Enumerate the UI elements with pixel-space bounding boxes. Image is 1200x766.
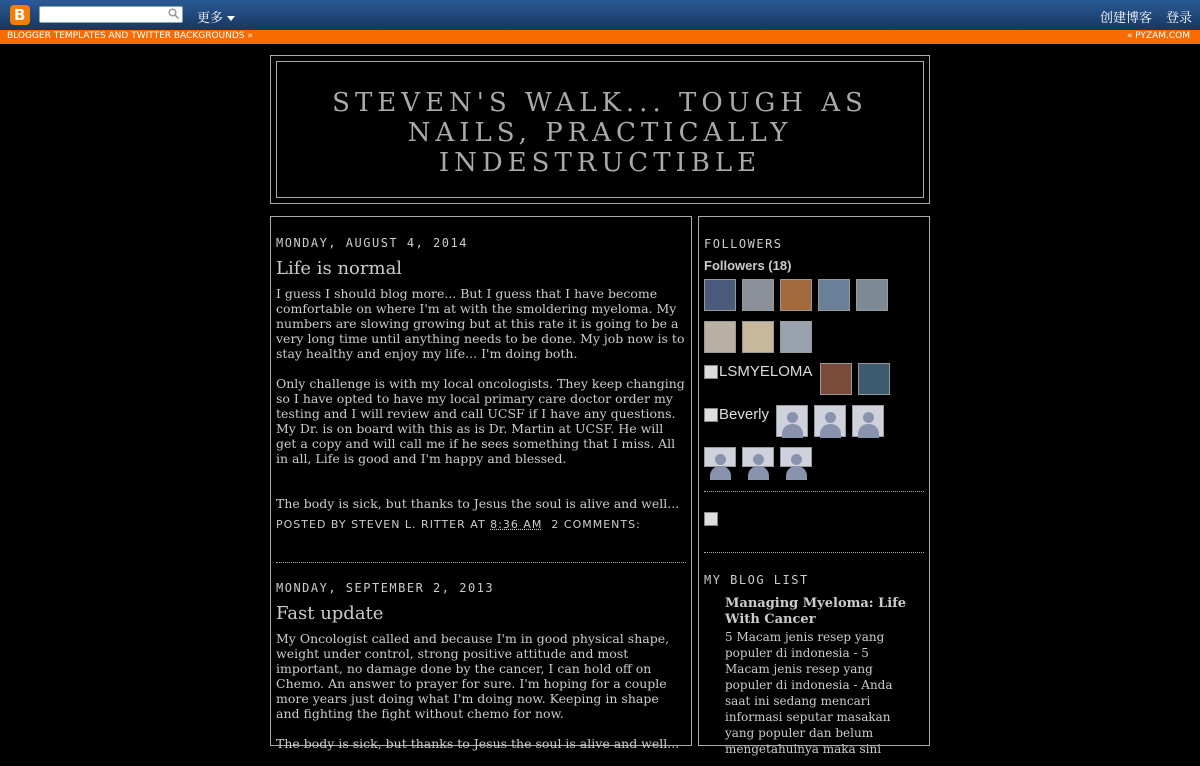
follower-avatar[interactable] bbox=[704, 321, 736, 353]
followers-count: Followers (18) bbox=[704, 258, 792, 273]
sidebar-divider bbox=[704, 552, 924, 553]
blog-header bbox=[270, 55, 930, 204]
search-icon[interactable] bbox=[168, 8, 179, 19]
post-footer bbox=[276, 518, 686, 531]
default-avatar-icon[interactable] bbox=[742, 447, 774, 467]
default-avatar-icon[interactable] bbox=[776, 405, 808, 437]
sidebar bbox=[698, 216, 930, 756]
blog-list-heading: MY BLOG LIST bbox=[704, 573, 809, 587]
chevron-down-icon bbox=[227, 16, 235, 21]
follower-avatar[interactable] bbox=[780, 321, 812, 353]
blogger-navbar bbox=[0, 0, 1200, 30]
default-avatar-icon[interactable] bbox=[780, 447, 812, 467]
promo-bar bbox=[0, 30, 1200, 44]
create-blog-link[interactable]: 创建博客 bbox=[1099, 11, 1152, 26]
post-body bbox=[276, 286, 686, 511]
post-paragraph: My Oncologist called and because I'm in good physical shape, weight under control, strong positive attitude and most important, no damage done by the cancer, I can hold off on Chemo. An answer to prayer for sure. I'm hoping for a couple more years just doing what I'm doing now. Keeping in shape and fighting the fight without chemo for now. bbox=[276, 631, 670, 721]
default-avatar-icon[interactable] bbox=[704, 447, 736, 467]
post-signature: The body is sick, but thanks to Jesus the soul is alive and well... bbox=[276, 496, 680, 511]
comments-link[interactable]: 2 COMMENTS: bbox=[551, 518, 641, 531]
followers-heading: FOLLOWERS bbox=[704, 237, 783, 251]
broken-image-icon[interactable] bbox=[704, 512, 718, 526]
blog-title[interactable]: STEVEN'S WALK... TOUGH AS NAILS, PRACTICALLY INDESTRUCTIBLE bbox=[332, 88, 868, 178]
search-box bbox=[39, 6, 183, 23]
follower-alt-text[interactable]: LSMYELOMA bbox=[719, 363, 813, 380]
more-label: 更多 bbox=[197, 11, 224, 26]
templates-link[interactable]: BLOGGER TEMPLATES AND TWITTER BACKGROUNDS » bbox=[7, 31, 253, 41]
search-input[interactable] bbox=[40, 11, 166, 25]
more-menu[interactable] bbox=[197, 7, 235, 26]
follower-avatar[interactable] bbox=[780, 279, 812, 311]
blog-list-item-snippet: 5 Macam jenis resep yang populer di indonesia - 5 Macam jenis resep yang populer di indonesia - Anda saat ini sedang mencari informasi seputar masakan yang populer dan belum mengetahuinya maka sini bbox=[725, 630, 893, 756]
pyzam-link[interactable]: « PYZAM.COM bbox=[1126, 31, 1190, 41]
post-paragraph: I guess I should blog more... But I guess that I have become comfortable on where I'm at with the smoldering myeloma. My numbers are slowing growing but at this rate it is going to be a very long time until anything needs to be done. My job now is to stay healthy and enjoy my life... I'm doing both. bbox=[276, 286, 685, 361]
post-body bbox=[276, 631, 686, 751]
broken-image-icon bbox=[704, 408, 718, 422]
post-date: MONDAY, SEPTEMBER 2, 2013 bbox=[276, 581, 495, 595]
post-date: MONDAY, AUGUST 4, 2014 bbox=[276, 236, 468, 250]
post bbox=[276, 236, 686, 531]
blogger-logo-icon[interactable]: B bbox=[10, 5, 30, 25]
post-divider bbox=[276, 562, 686, 563]
default-avatar-icon[interactable] bbox=[852, 405, 884, 437]
login-link[interactable]: 登录 bbox=[1165, 11, 1192, 26]
follower-avatar[interactable] bbox=[856, 279, 888, 311]
post-timestamp-link[interactable]: 8:36 AM bbox=[490, 518, 543, 531]
header-inner-frame bbox=[276, 61, 924, 198]
post-title[interactable]: Fast update bbox=[276, 603, 384, 624]
follower-avatar[interactable] bbox=[858, 363, 890, 395]
broken-image-icon bbox=[704, 365, 718, 379]
sidebar-divider bbox=[704, 491, 924, 492]
post bbox=[276, 581, 686, 766]
main-column bbox=[270, 216, 692, 751]
follower-alt-text[interactable]: Beverly bbox=[719, 406, 770, 423]
post-paragraph: Only challenge is with my local oncologists. They keep changing so I have opted to have my local primary care doctor order my testing and I will review and call UCSF if I have any questions. My Dr. is on board with this as is Dr. Martin at UCSF. He will get a copy and will call me if he sees something that I miss. All in all, Life is good and I'm happy and blessed. bbox=[276, 376, 685, 466]
follower-avatar[interactable] bbox=[818, 279, 850, 311]
follower-avatar[interactable] bbox=[742, 279, 774, 311]
posted-by: POSTED BY STEVEN L. RITTER AT bbox=[276, 518, 486, 531]
follower-avatar[interactable] bbox=[742, 321, 774, 353]
post-signature: The body is sick, but thanks to Jesus the soul is alive and well... bbox=[276, 736, 680, 751]
post-title[interactable]: Life is normal bbox=[276, 258, 403, 279]
blog-list-item-title[interactable]: Managing Myeloma: Life With Cancer bbox=[725, 596, 907, 627]
follower-avatar[interactable] bbox=[704, 279, 736, 311]
default-avatar-icon[interactable] bbox=[814, 405, 846, 437]
follower-avatar[interactable] bbox=[820, 363, 852, 395]
